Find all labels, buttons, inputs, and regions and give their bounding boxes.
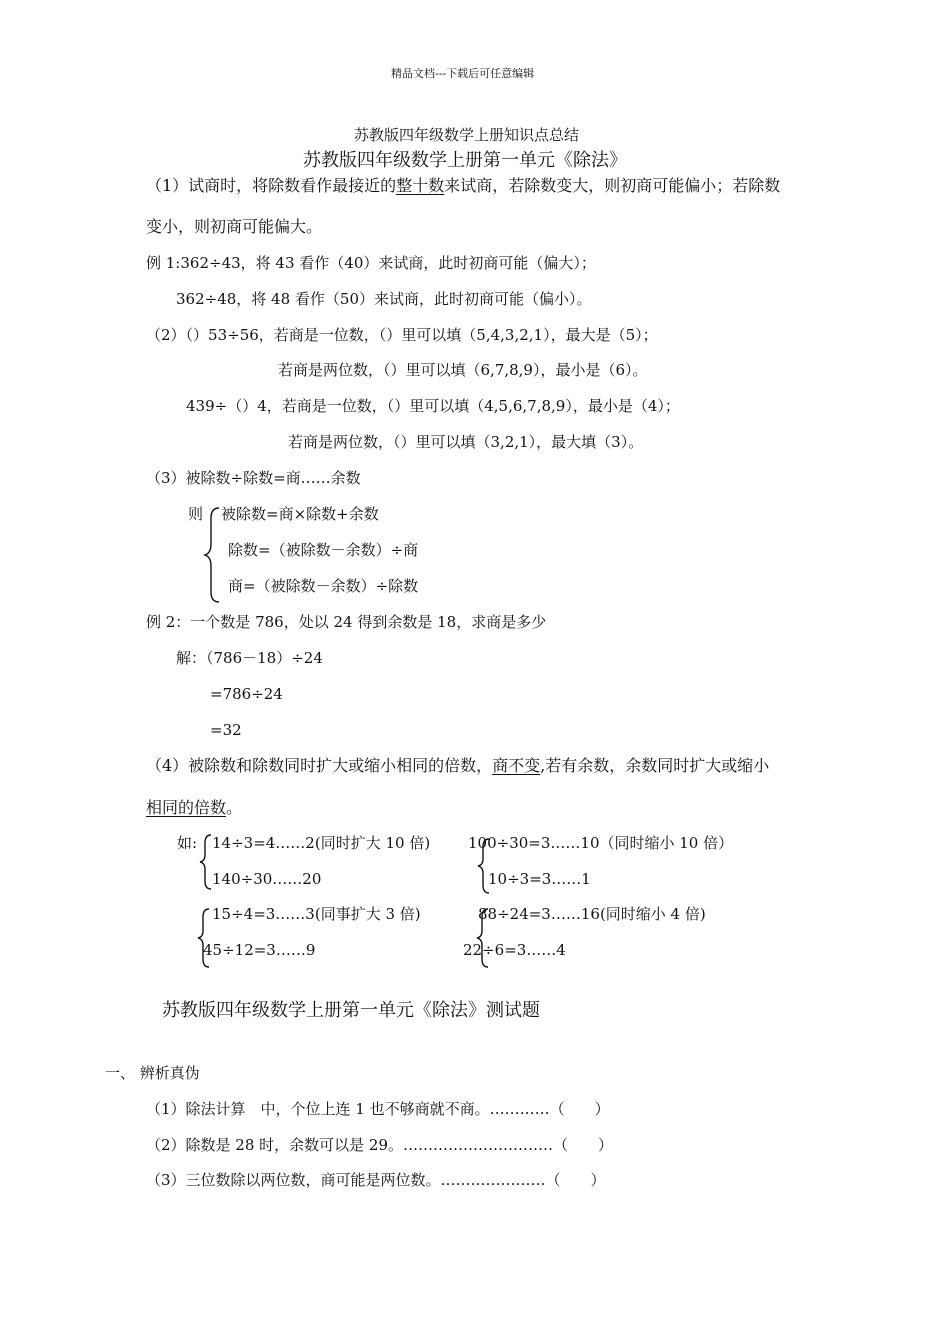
section4-line1-post: ,若有余数，余数同时扩大或缩小 [540, 756, 770, 775]
section4-line1-pre: （4）被除数和除数同时扩大或缩小相同的倍数， [146, 756, 493, 775]
example1-line-b: 362÷48，将 48 看作（50）来试商，此时初商可能（偏小）。 [176, 290, 592, 308]
example-c-line2: 45÷12=3……9 [203, 941, 316, 959]
header-watermark: 精品文档---下载后可任意编辑 [391, 67, 535, 80]
unit-title: 苏教版四年级数学上册第一单元《除法》 [303, 150, 627, 171]
section3-line1: （3）被除数÷除数=商……余数 [146, 469, 361, 487]
formula-dividend: 被除数=商×除数+余数 [221, 505, 379, 523]
section1-line1-post: 来试商，若除数变大，则初商可能偏小；若除数 [444, 176, 781, 195]
section4-line2-post: 。 [226, 798, 243, 817]
formula-divisor: 除数=（被除数－余数）÷商 [228, 541, 419, 559]
section2-line1: （2）（）53÷56，若商是一位数，（）里可以填（5,4,3,2,1），最大是（5）； [146, 326, 658, 344]
section1-line1 [146, 178, 780, 194]
section1-line1-pre: （1）试商时，将除数看作最接近的 [146, 176, 397, 195]
main-title: 苏教版四年级数学上册知识点总结 [354, 126, 580, 144]
solution-line3: =32 [210, 721, 242, 739]
example-b-line2: 10÷3=3……1 [488, 870, 591, 888]
example1-line-a: 例 1:362÷43，将 43 看作（40）来试商，此时初商可能（偏大）； [146, 254, 596, 272]
section2-line3: 439÷（）4，若商是一位数，（）里可以填（4,5,6,7,8,9），最小是（4）； [186, 397, 680, 415]
section4-line1-underline: 商不变 [492, 756, 541, 775]
section2-line4: 若商是两位数，（）里可以填（3,2,1），最大填（3）。 [288, 433, 644, 451]
solution-line1: 解：（786－18）÷24 [176, 649, 323, 667]
test-question-3: （3）三位数除以两位数，商可能是两位数。…………………（ ） [146, 1171, 606, 1189]
section4-line2 [146, 800, 242, 816]
section3-then: 则 [188, 505, 204, 523]
example-brace-c [197, 907, 213, 969]
example-d-line2: 22÷6=3……4 [463, 941, 566, 959]
example2-line: 例 2：一个数是 786，处以 24 得到余数是 18，求商是多少 [146, 613, 547, 631]
example-c-line1: 15÷4=3……3(同事扩大 3 倍) [212, 905, 421, 923]
examples-prefix: 如: [177, 834, 198, 852]
section4-line2-underline: 相同的倍数 [146, 798, 227, 817]
formula-quotient: 商=（被除数－余数）÷除数 [228, 577, 419, 595]
solution-line2: =786÷24 [210, 685, 283, 703]
section1-line1-underline: 整十数 [396, 176, 445, 195]
test-title: 苏教版四年级数学上册第一单元《除法》测试题 [162, 1000, 540, 1021]
section4-line1 [146, 758, 769, 774]
example-a-line1: 14÷3=4……2(同时扩大 10 倍) [212, 834, 431, 852]
section2-line2: 若商是两位数，（）里可以填（6,7,8,9），最小是（6）。 [278, 361, 648, 379]
formula-brace [203, 506, 223, 606]
example-d-line1: 88÷24=3……16(同时缩小 4 倍) [478, 905, 706, 923]
example-a-line2: 140÷30……20 [212, 870, 322, 888]
test-part1-heading: 一、 辨析真伪 [105, 1064, 200, 1082]
example-b-line1: 100÷30=3……10（同时缩小 10 倍） [468, 834, 734, 852]
test-question-2: （2）除数是 28 时，余数可以是 29。…………………………（ ） [146, 1136, 614, 1154]
section1-line2: 变小，则初商可能偏大。 [146, 217, 323, 236]
test-question-1: （1）除法计算 中，个位上连 1 也不够商就不商。…………（ ） [146, 1100, 610, 1118]
